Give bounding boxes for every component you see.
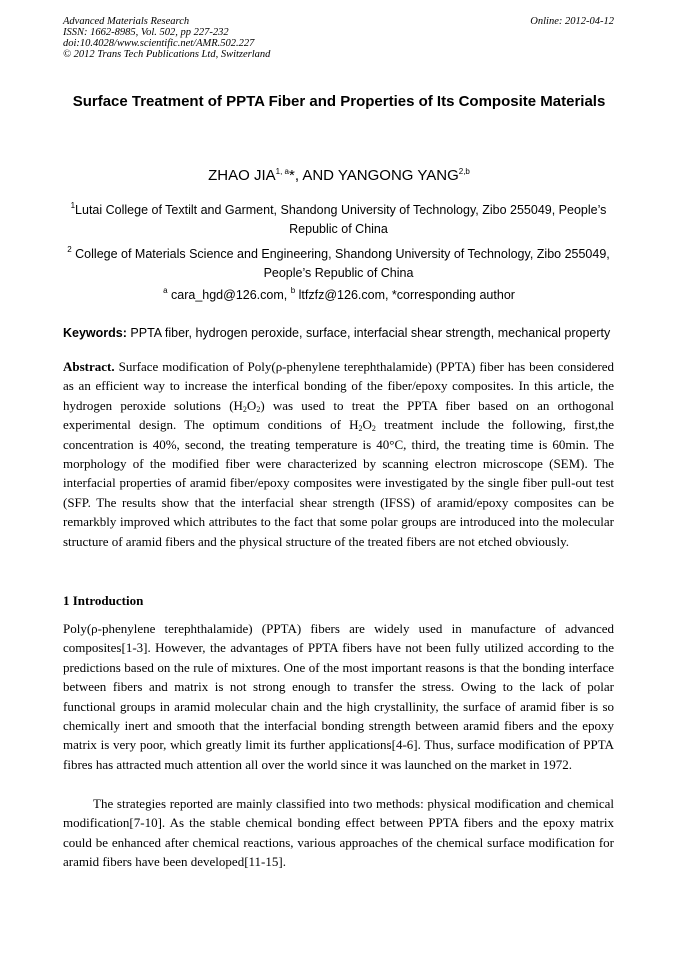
paper-title: Surface Treatment of PPTA Fiber and Properties of Its Composite Materials: [72, 93, 606, 110]
subscript: 2: [256, 404, 261, 414]
doi-line: doi:10.4028/www.scientific.net/AMR.502.227: [63, 38, 255, 49]
abstract-text-2: ) was used to treat the PPTA fiber based on an orthogonal experimental design. The optimum conditions of H: [63, 397, 614, 433]
intro-paragraph-1: Poly(ρ-phenylene terephthalamide) (PPTA) fibers are widely used in manufacture of advanced composites[1-3]. However, the advantages of PPTA fibers have not been fully utilized according to the predictions based on the rule of mixtures. One of the most important reasons is that the bonding interface between fibers and matrix is not strong enough to transfer the stress. Owing to the lack of polar functional groups in aramid molecular chain and the high crystallinity, the surface of aramid fiber is so chemically inert and smooth that the interfacial bonding strength between aramid fibers and the epoxy matrix is very poor, which greatly limit its further applications[4-6]. Thus, surface modification of PPTA fibres has attracted much attention all over the world since it was launched on the market in 1972.: [63, 621, 614, 772]
abstract-text-3: treatment include the following, first,the concentration is 40%, second, the treating temperature is 40°C, third, the treating time is 60min. The morphology of the modified fiber were characterized by scanning electron microscope (SEM). The interfacial properties of aramid fiber/epoxy composites were investigated by the single fiber pull-out test (SFP. The results show that the interfacial shear strength (IFSS) of aramid/epoxy composites can be remarkbly improved which attributes to the fact that some polar groups are introduced into the molecular structure of aramid fibers and the physical structure of the treated fibers are not etched obviously.: [63, 417, 615, 549]
author-1-affiliation-mark: 1, a: [275, 167, 289, 176]
abstract: [63, 357, 614, 551]
abstract-text-1: Surface modification of Poly(ρ-phenylene terephthalamide) (PPTA) fiber has been considered as an efficient way to increase the interfical bonding of the fiber/epoxy composites. In this article, the hydrogen peroxide solutions (H: [63, 359, 614, 413]
email-b-mark: b: [290, 286, 296, 295]
email-b[interactable]: ltfzfz@126.com: [298, 288, 385, 302]
section-heading-introduction: 1 Introduction: [63, 593, 144, 608]
online-date: Online: 2012-04-12: [530, 16, 614, 27]
affiliation-2-mark: 2: [67, 245, 72, 254]
affiliation-1-mark: 1: [70, 201, 76, 210]
keywords-text: PPTA fiber, hydrogen peroxide, surface, interfacial shear strength, mechanical property: [130, 326, 611, 340]
author-line: [40, 166, 638, 186]
issn-line: ISSN: 1662-8985, Vol. 502, pp 227-232: [63, 27, 229, 38]
journal-header: [63, 16, 270, 60]
keywords-label: Keywords:: [63, 326, 127, 340]
intro-paragraph-2: The strategies reported are mainly classified into two methods: physical modification and chemical modification[7-10]. As the stable chemical bonding effect between PPTA fibers and the epoxy matrix could be enhanced after chemical reactions, various approaches of the chemical surface modification for aramid fibers have been developed[11-15].: [63, 796, 614, 870]
keywords: [63, 324, 623, 342]
author-2-affiliation-mark: 2,b: [458, 167, 470, 176]
subscript: 2: [242, 404, 247, 414]
author-2-name: YANGONG YANG: [337, 167, 459, 184]
abstract-label: Abstract.: [63, 359, 115, 374]
email-a-mark: a: [163, 286, 168, 295]
subscript: 2: [358, 424, 363, 434]
email-line: [40, 286, 638, 304]
affiliation-1: [63, 201, 614, 239]
author-1-name: ZHAO JIA: [208, 167, 276, 184]
affiliation-2: [63, 245, 614, 283]
journal-name: Advanced Materials Research: [63, 16, 190, 27]
formula-part: O: [246, 397, 257, 413]
affiliation-1-text: Lutai College of Textilt and Garment, Shandong University of Technology, Zibo 255049, People’s Republic of China: [75, 203, 607, 236]
affiliation-2-text: College of Materials Science and Engineering, Shandong University of Technology, Zibo 255049, People’s Republic of China: [75, 247, 610, 280]
author-separator: , AND: [294, 167, 338, 184]
subscript: 2: [371, 424, 376, 434]
corresponding-mark: *: [288, 167, 295, 184]
email-a[interactable]: cara_hgd@126.com: [171, 288, 284, 302]
corresponding-note: , *corresponding author: [384, 288, 515, 302]
copyright-line: © 2012 Trans Tech Publications Ltd, Switzerland: [63, 49, 271, 60]
email-separator: ,: [283, 288, 291, 302]
formula-part: O: [362, 417, 372, 433]
